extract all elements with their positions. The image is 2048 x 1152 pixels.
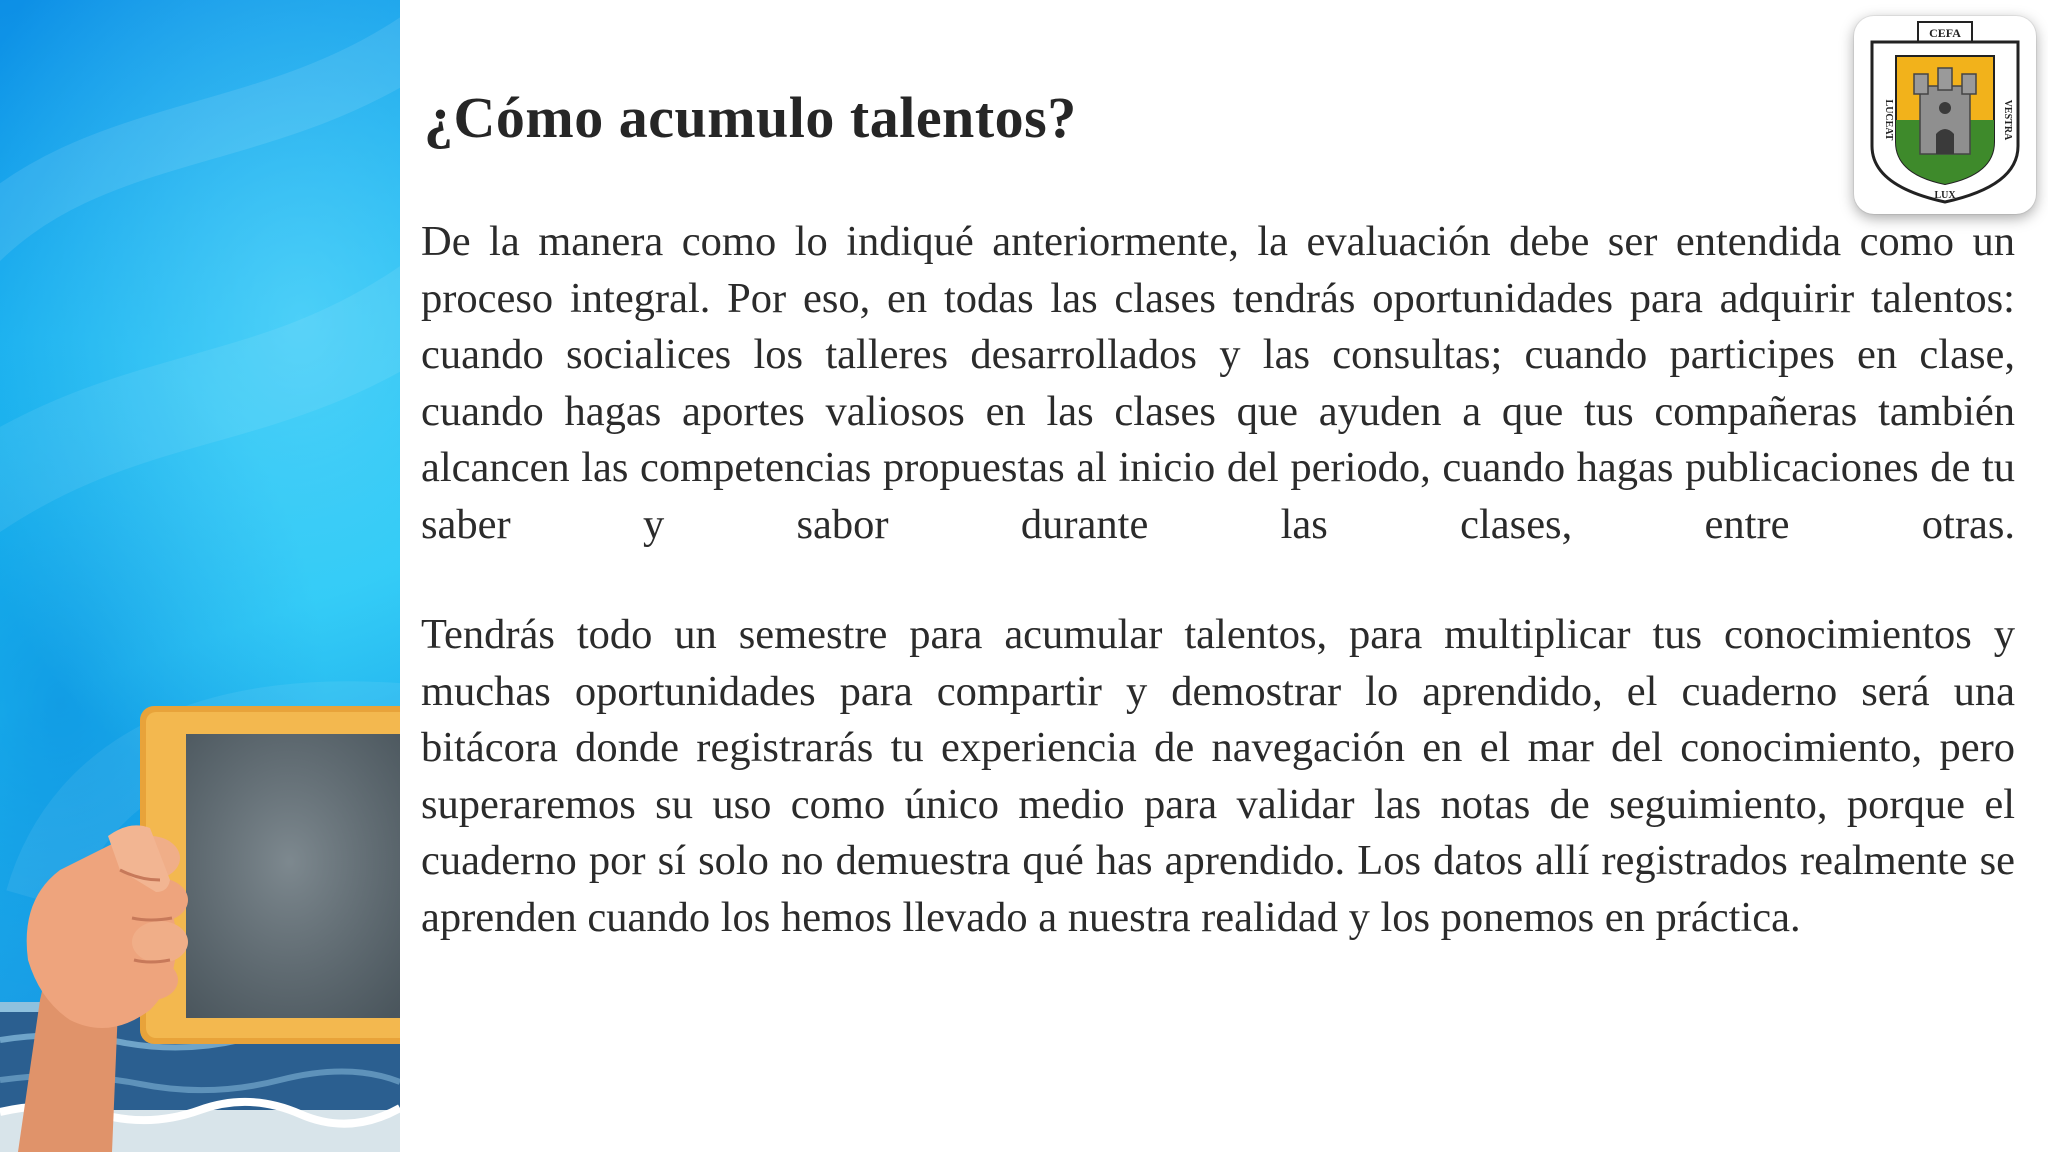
chalkboard-illustration (0, 0, 400, 1152)
crest-left-motto: LUCEAT (1883, 99, 1894, 141)
crest-icon (1854, 16, 2036, 214)
decorative-side-panel (0, 0, 400, 1152)
crest-right-motto: VESTRA (2002, 99, 2013, 141)
school-crest-logo (1854, 16, 2036, 214)
body-paragraph: De la manera como lo indiqué anteriormente, la evaluación debe ser entendida como un proceso integral. Por eso, en todas las clases tendrás oportunidades para adquirir talentos: cuando socialices los talleres desarrollados y las consultas; cuando participes en clase, cuando hagas aportes valiosos en las clases que ayuden a que tus compañeras también alcancen las competencias propuestas al inicio del periodo, cuando hagas publicaciones de tu saber y sabor durante las clases, entre otras. (421, 218, 2015, 548)
body-paragraph: Tendrás todo un semestre para acumular talentos, para multiplicar tus conocimientos y muchas oportunidades para compartir y demostrar lo aprendido, el cuaderno será una bitácora donde registrarás tu experiencia de navegación en el mar del conocimiento, pero superaremos su uso como único medio para validar las notas de seguimiento, porque el cuaderno por sí solo no demuestra qué has aprendido. Los datos allí registrados realmente se aprenden cuando los hemos llevado a nuestra realidad y los ponemos en práctica. (421, 611, 2015, 941)
crest-bottom-label: LUX (1934, 190, 1956, 201)
crest-top-label: CEFA (1929, 26, 1961, 40)
slide-title: ¿Cómo acumulo talentos? (424, 85, 1077, 150)
